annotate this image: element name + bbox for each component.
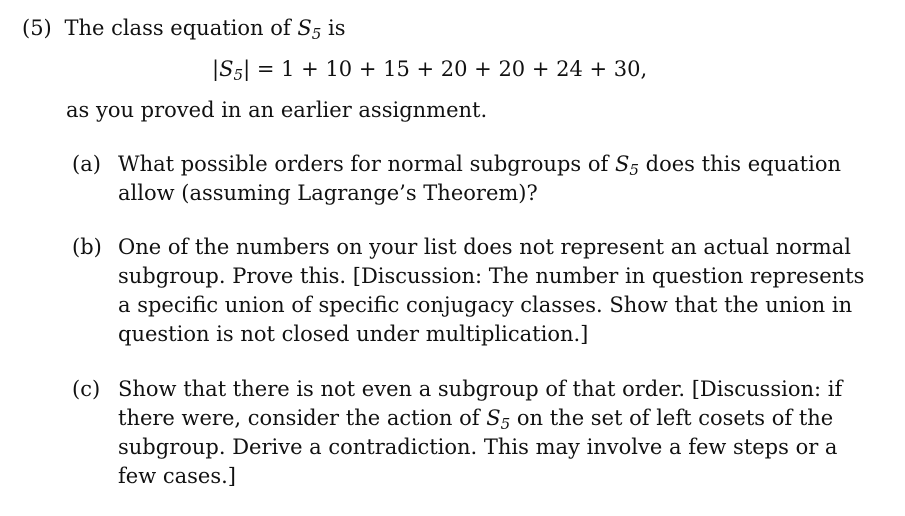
part-b-label: (b) <box>72 235 102 259</box>
part-a-body <box>118 150 841 208</box>
part-c-line-3: subgroup. Derive a contradiction. This may involve a few steps or a <box>118 435 838 459</box>
after-equation-text: as you proved in an earlier assignment. <box>66 98 488 122</box>
part-b-line-2: subgroup. Prove this. [Discussion: The number in question represents <box>118 264 865 288</box>
part-b-line-4: question is not closed under multiplication.] <box>118 322 589 346</box>
part-b-line-3: a specific union of specific conjugacy classes. Show that the union in <box>118 293 853 317</box>
equation-lhs: $|S_5|$ <box>212 57 251 84</box>
part-c-line-1: Show that there is not even a subgroup of that order. [Discussion: if <box>118 377 843 401</box>
part-c-body <box>118 375 842 491</box>
intro-text-before: The class equation of <box>64 16 291 40</box>
part-b-body <box>118 233 864 349</box>
part-c-line-2: there were, consider the action of $S_5$ on the set of left cosets of the <box>118 406 834 433</box>
part-a-line-2: allow (assuming Lagrange’s Theorem)? <box>118 181 538 205</box>
intro-text-after: is <box>328 16 346 40</box>
part-a-label: (a) <box>72 152 101 176</box>
class-equation <box>212 55 647 84</box>
part-c-line-4: few cases.] <box>118 464 236 488</box>
problem-header <box>22 14 346 43</box>
part-c-label: (c) <box>72 377 101 401</box>
equation-rhs: = 1 + 10 + 15 + 20 + 20 + 24 + 30, <box>256 57 648 81</box>
part-b-line-1: One of the numbers on your list does not represent an actual normal <box>118 235 851 259</box>
problem-number: (5) <box>22 16 52 40</box>
part-a-line-1: What possible orders for normal subgroups of $S_5$ does this equation <box>118 152 841 179</box>
group-symbol: $S_5$ <box>297 16 322 43</box>
